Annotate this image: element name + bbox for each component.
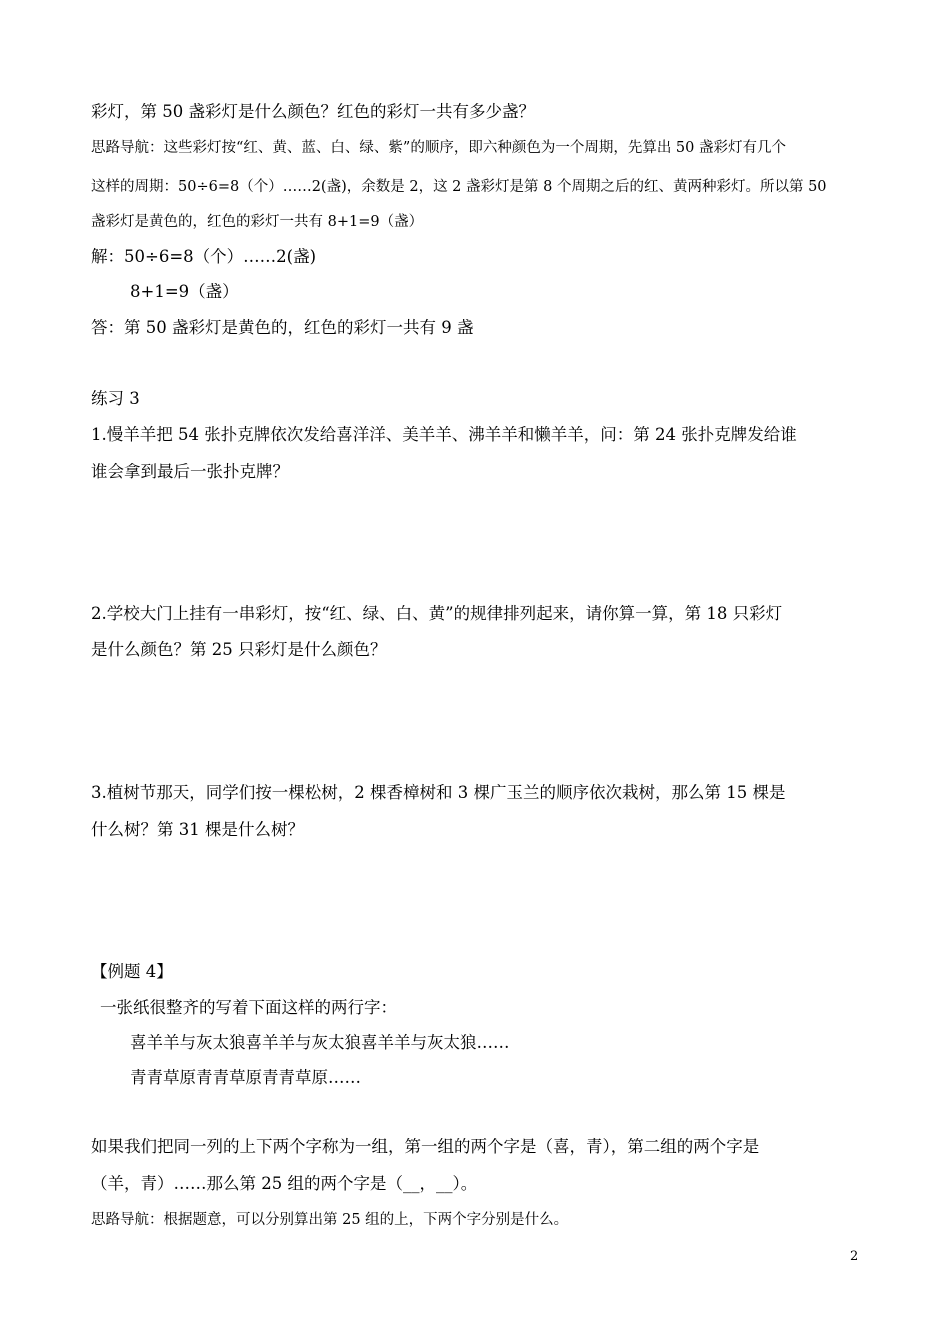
hint-text: 思路导航：根据题意，可以分别算出第 25 组的上，下两个字分别是什么。 <box>91 1212 569 1228</box>
question-text: 彩灯，第 50 盏彩灯是什么颜色？红色的彩灯一共有多少盏？ <box>91 102 535 121</box>
hint-text: 这样的周期：50÷6=8（个）……2(盏)，余数是 2，这 2 盏彩灯是第 8 个周期之后的红、黄两种彩灯。所以第 50 <box>91 179 827 195</box>
answer-text: 答：第 50 盏彩灯是黄色的，红色的彩灯一共有 9 盏 <box>91 318 474 337</box>
intro-text: 一张纸很整齐的写着下面这样的两行字： <box>100 998 397 1017</box>
section-title: 练习 3 <box>91 389 140 408</box>
section-title: 【例题 4】 <box>91 962 173 981</box>
question-text: 2.学校大门上挂有一串彩灯，按“红、绿、白、黄”的规律排列起来，请你算一算，第 18 只彩灯 <box>91 604 783 623</box>
question-text: 谁会拿到最后一张扑克牌？ <box>91 462 289 481</box>
question-text: 3.植树节那天，同学们按一棵松树，2 棵香樟树和 3 棵广玉兰的顺序依次栽树，那么第 15 棵是 <box>91 783 786 802</box>
question-text: 是什么颜色？第 25 只彩灯是什么颜色？ <box>91 640 387 659</box>
hint-text: 盏彩灯是黄色的，红色的彩灯一共有 8+1=9（盏） <box>91 214 424 230</box>
question-text: 1.慢羊羊把 54 张扑克牌依次发给喜洋洋、美羊羊、沸羊羊和懒羊羊，问：第 24 张扑克牌发给谁 <box>91 425 797 444</box>
question-text: 什么树？第 31 棵是什么树？ <box>91 820 304 839</box>
pattern-row: 青青草原青青草原青青草原…… <box>130 1068 361 1087</box>
solution-text: 8+1=9（盏） <box>130 282 239 301</box>
hint-text: 思路导航：这些彩灯按“红、黄、蓝、白、绿、紫”的顺序，即六种颜色为一个周期，先算出 50 盏彩灯有几个 <box>91 140 786 156</box>
question-text: 如果我们把同一列的上下两个字称为一组，第一组的两个字是（喜，青），第二组的两个字是 <box>91 1137 760 1156</box>
question-text: （羊，青）……那么第 25 组的两个字是（__，__）。 <box>91 1174 478 1193</box>
pattern-row: 喜羊羊与灰太狼喜羊羊与灰太狼喜羊羊与灰太狼…… <box>130 1033 510 1052</box>
page-number: 2 <box>850 1249 859 1264</box>
solution-text: 解：50÷6=8（个）……2(盏) <box>91 247 317 266</box>
